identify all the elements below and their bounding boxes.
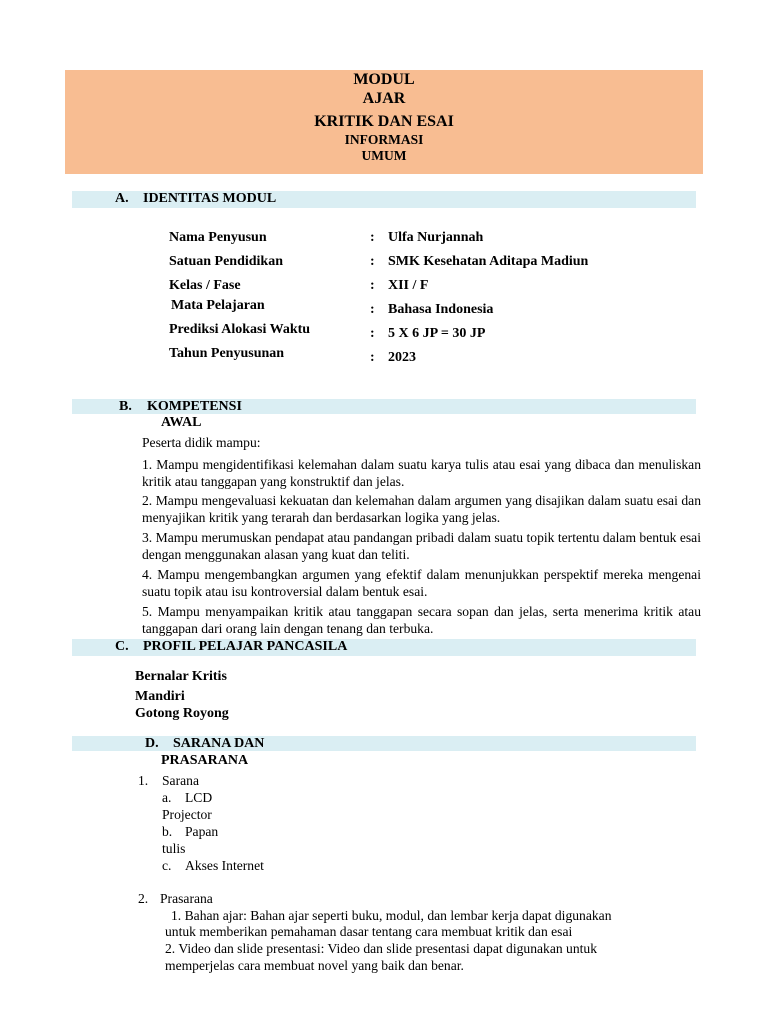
identity-colon: : <box>370 254 375 269</box>
identity-label: Tahun Penyusunan <box>169 346 285 361</box>
competency-intro: Peserta didik mampu: <box>142 435 261 450</box>
sarana-mark: b. <box>162 824 173 839</box>
identity-colon: : <box>370 230 375 245</box>
identity-label: Kelas / Fase <box>169 278 241 293</box>
identity-value-class: XII / F <box>388 278 429 293</box>
sarana-item-cont: tulis <box>162 841 186 856</box>
profile-item: Gotong Royong <box>135 706 229 721</box>
sarana-item-cont: Projector <box>162 807 212 822</box>
section-b-title: KOMPETENSI <box>147 399 242 414</box>
sarana-number: 1. <box>138 773 149 788</box>
competency-item: 4. Mampu mengembangkan argumen yang efektif dalam menunjukkan perspektif mereka mengenai suatu topik atau isu kontroversial dalam bentuk esai. <box>142 567 701 599</box>
identity-value-author: Ulfa Nurjannah <box>388 230 484 245</box>
header-subtitle-informasi: INFORMASI <box>344 132 424 147</box>
identity-label: Nama Penyusun <box>169 230 267 245</box>
section-d-title-cont: PRASARANA <box>161 753 249 768</box>
sarana-mark: c. <box>162 858 172 873</box>
identity-colon: : <box>370 326 375 341</box>
competency-item: 3. Mampu merumuskan pendapat atau pandangan pribadi dalam suatu topik tertentu dalam bentuk esai dengan menggunakan alasan yang kuat dan teliti. <box>142 530 701 562</box>
identity-value-subject: Bahasa Indonesia <box>388 302 494 317</box>
header-title-topic: KRITIK DAN ESAI <box>314 113 454 130</box>
identity-colon: : <box>370 350 375 365</box>
header-subtitle-umum: UMUM <box>361 148 407 163</box>
identity-value-time: 5 X 6 JP = 30 JP <box>388 326 486 341</box>
prasarana-label: Prasarana <box>160 891 213 906</box>
identity-label: Prediksi Alokasi Waktu <box>169 322 311 337</box>
header-title-modul: MODUL <box>353 71 415 88</box>
section-c-title: PROFIL PELAJAR PANCASILA <box>143 639 348 654</box>
identity-value-school: SMK Kesehatan Aditapa Madiun <box>388 254 589 269</box>
prasarana-item: 1. Bahan ajar: Bahan ajar seperti buku, modul, dan lembar kerja dapat digunakan <box>171 908 612 923</box>
identity-value-year: 2023 <box>388 350 416 365</box>
identity-colon: : <box>370 278 375 293</box>
profile-item: Bernalar Kritis <box>135 669 227 684</box>
prasarana-item-cont: memperjelas cara membuat novel yang baik dan benar. <box>165 958 464 973</box>
section-c-letter: C. <box>115 639 129 654</box>
header-title-ajar: AJAR <box>362 90 406 107</box>
section-d-title: SARANA DAN <box>173 736 265 751</box>
profile-item: Mandiri <box>135 689 185 704</box>
sarana-item: Papan <box>185 824 219 839</box>
competency-item: 5. Mampu menyampaikan kritik atau tanggapan secara sopan dan jelas, serta menerima kritik atau tanggapan dari orang lain dengan tenang dan terbuka. <box>142 604 701 636</box>
prasarana-number: 2. <box>138 891 149 906</box>
section-d-band <box>72 736 696 751</box>
prasarana-item: 2. Video dan slide presentasi: Video dan slide presentasi dapat digunakan untuk <box>165 941 598 956</box>
competency-item: 2. Mampu mengevaluasi kekuatan dan kelemahan dalam argumen yang disajikan dalam suatu esai dan menyajikan kritik yang terarah dan berdasarkan logika yang jelas. <box>142 493 701 525</box>
section-d-letter: D. <box>145 736 159 751</box>
identity-label: Satuan Pendidikan <box>169 254 283 269</box>
identity-colon: : <box>370 302 375 317</box>
section-b-title-cont: AWAL <box>161 415 202 430</box>
section-a-letter: A. <box>115 191 129 206</box>
competency-item: 1. Mampu mengidentifikasi kelemahan dalam suatu karya tulis atau esai yang dibaca dan menuliskan kritik atau tanggapan yang konstruktif dan jelas. <box>142 457 701 489</box>
sarana-label: Sarana <box>162 773 199 788</box>
sarana-item: LCD <box>185 790 213 805</box>
sarana-mark: a. <box>162 790 172 805</box>
section-b-letter: B. <box>119 399 132 414</box>
prasarana-item-cont: untuk memberikan pemahaman dasar tentang cara membuat kritik dan esai <box>165 924 573 939</box>
identity-label: Mata Pelajaran <box>171 298 265 313</box>
sarana-item: Akses Internet <box>185 858 264 873</box>
module-header <box>65 70 703 174</box>
section-a-title: IDENTITAS MODUL <box>143 191 277 206</box>
